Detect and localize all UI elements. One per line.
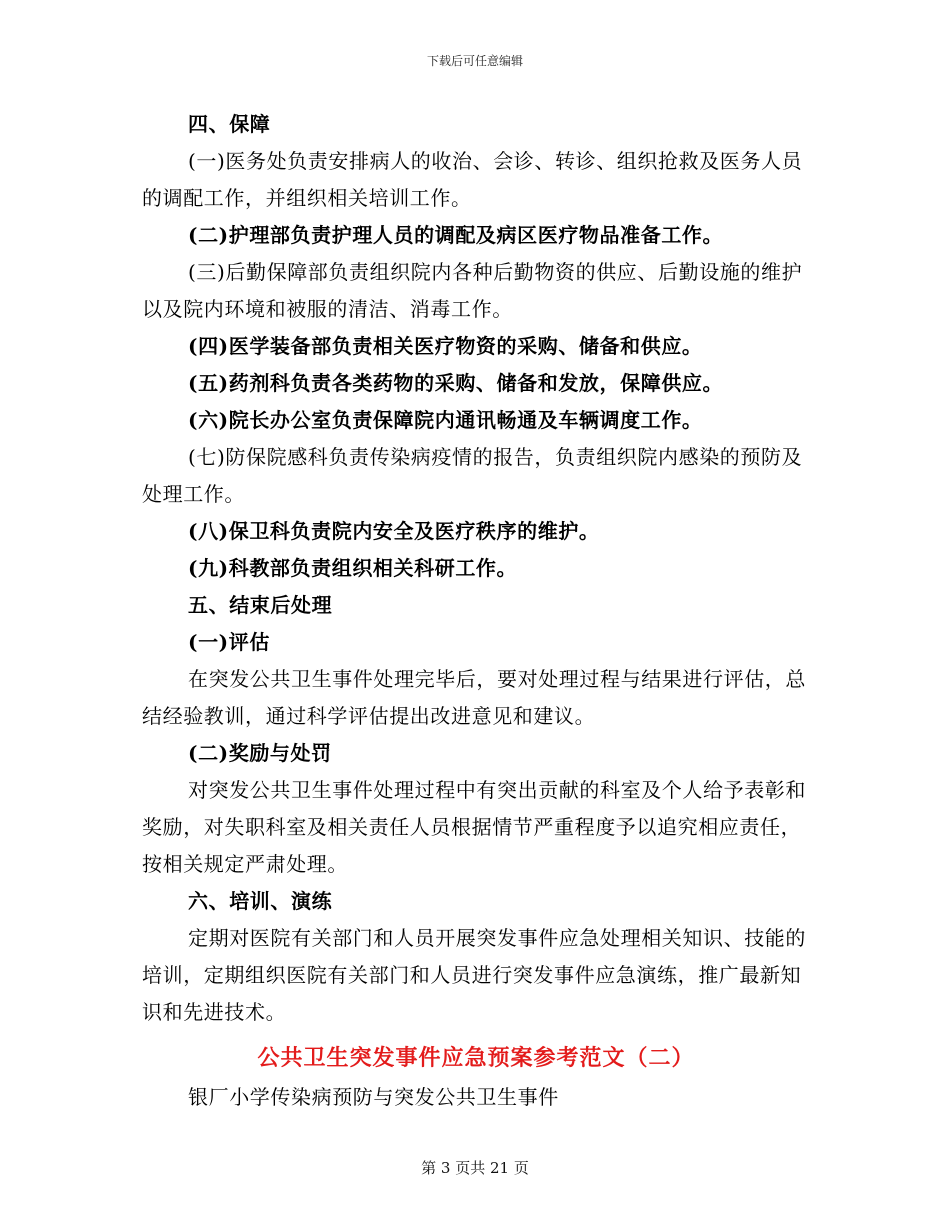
paragraph-item-7: (七)防保院感科负责传染病疫情的报告，负责组织院内感染的预防及处理工作。 [142,445,803,506]
paragraph-rewards-penalties: 对突发公共卫生事件处理过程中有突出贡献的科室及个人给予表彰和奖励，对失职科室及相关责任人员根据情节严重程度予以追究相应责任，按相关规定严肃处理。 [142,778,806,876]
paragraph-item-9: (九)科教部负责组织相关科研工作。 [188,556,518,580]
header-note: 下载后可任意编辑 [426,54,523,68]
paragraph-item-1: (一)医务处负责安排病人的收治、会诊、转诊、组织抢救及医务人员的调配工作，并组织相关培训工作。 [142,149,803,210]
section-title: 公共卫生突发事件应急预案参考范文（二） [257,1045,695,1071]
paragraph-item-8: (八)保卫科负责院内安全及医疗秩序的维护。 [188,519,600,543]
paragraph-item-3: (三)后勤保障部负责组织院内各种后勤物资的供应、后勤设施的维护以及院内环境和被服的清洁、消毒工作。 [142,260,803,321]
paragraph-evaluation: 在突发公共卫生事件处理完毕后，要对处理过程与结果进行评估，总结经验教训，通过科学评估提出改进意见和建议。 [142,667,806,728]
subheading-evaluation: (一)评估 [188,630,270,654]
subtitle-line: 银厂小学传染病预防与突发公共卫生事件 [188,1085,559,1109]
section-heading-post-processing: 五、结束后处理 [188,593,333,617]
section-heading-guarantee: 四、保障 [188,112,271,136]
page-number: 第 3 页共 21 页 [421,1159,529,1177]
paragraph-item-2: (二)护理部负责护理人员的调配及病区医疗物品准备工作。 [188,223,724,247]
paragraph-item-5: (五)药剂科负责各类药物的采购、储备和发放，保障供应。 [188,371,724,395]
paragraph-training: 定期对医院有关部门和人员开展突发事件应急处理相关知识、技能的培训，定期组织医院有关部门和人员进行突发事件应急演练，推广最新知识和先进技术。 [142,926,806,1024]
section-heading-training: 六、培训、演练 [188,889,333,913]
document-body [142,106,810,1116]
paragraph-item-4: (四)医学装备部负责相关医疗物资的采购、储备和供应。 [188,334,703,358]
subheading-rewards-penalties: (二)奖励与处罚 [188,741,332,765]
paragraph-item-6: (六)院长办公室负责保障院内通讯畅通及车辆调度工作。 [188,408,703,432]
